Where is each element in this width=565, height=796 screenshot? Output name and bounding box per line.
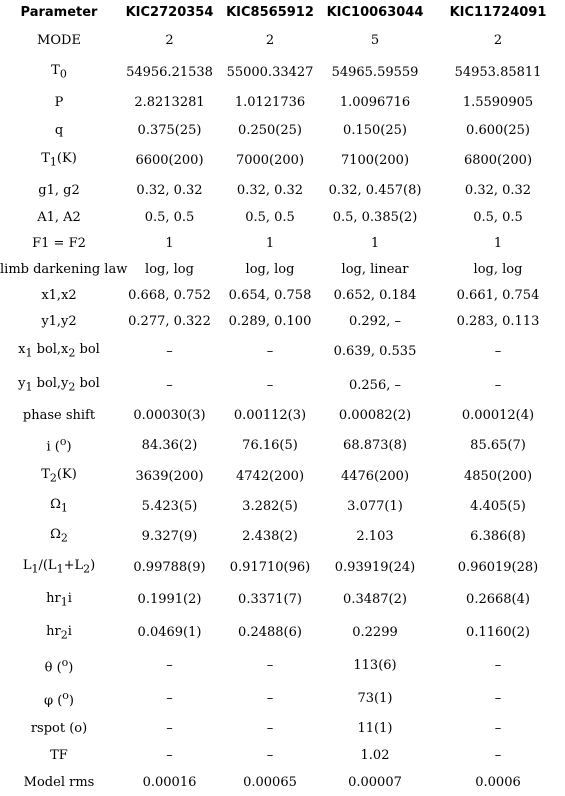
value-cell: 0.639, 0.535 — [333, 343, 417, 359]
value-cell: 3.282(5) — [242, 498, 298, 514]
value-cell: 0.00065 — [243, 775, 297, 790]
value-cell: 4476(200) — [340, 468, 410, 484]
value-cell: 0.32, 0.457(8) — [328, 182, 422, 198]
table-row — [0, 334, 565, 368]
value-cell: 0.256, – — [349, 377, 401, 393]
table-row — [0, 24, 565, 56]
value-cell: 0.5, 0.385(2) — [332, 209, 418, 225]
param-label: $T_0$ — [51, 63, 67, 81]
value-cell: 2.103 — [356, 528, 394, 544]
value-cell: 0.283, 0.113 — [456, 313, 540, 329]
value-cell: log, linear — [341, 261, 409, 277]
value-cell: 0.2668(4) — [466, 592, 530, 607]
param-label: y1,y2 — [41, 313, 77, 329]
value-cell: 2 — [265, 32, 275, 48]
value-cell: – — [494, 658, 502, 673]
value-cell: 0.150(25) — [343, 123, 407, 138]
value-cell: log, log — [473, 261, 523, 277]
value-cell: 0.2488(6) — [238, 625, 302, 640]
value-cell: 0.00016 — [142, 775, 197, 790]
param-label: q — [54, 123, 64, 138]
param-label: $\Omega_1$ — [50, 497, 68, 515]
value-cell: 11(1) — [357, 721, 393, 736]
value-cell: – — [166, 721, 173, 736]
value-cell: – — [494, 691, 502, 706]
value-cell: 0.32, 0.32 — [136, 182, 203, 198]
table-row — [0, 117, 565, 144]
value-cell: 7000(200) — [235, 152, 305, 168]
value-cell: 68.873(8) — [343, 437, 407, 453]
param-label: $x_1$ $bol,x_2$ bol — [18, 342, 100, 360]
value-cell: 0.654, 0.758 — [228, 287, 312, 303]
param-label: $hr_2i$ — [46, 623, 72, 642]
value-cell: 7100(200) — [340, 152, 410, 168]
value-cell: 0.3487(2) — [343, 592, 407, 607]
value-cell: 1 — [165, 235, 174, 251]
value-cell: 0.32, 0.32 — [464, 182, 532, 198]
value-cell: 84.36(2) — [141, 437, 198, 453]
value-cell: 0.668, 0.752 — [128, 287, 211, 303]
value-cell: – — [266, 658, 274, 673]
value-cell: 0.292, – — [349, 313, 401, 329]
table-row — [0, 521, 565, 551]
table-row — [0, 204, 565, 230]
value-cell: 0.0006 — [475, 775, 521, 790]
value-cell: 55000.33427 — [226, 64, 314, 80]
table-row — [0, 551, 565, 583]
value-cell: 0.5, 0.5 — [473, 209, 523, 225]
param-label: g1, g2 — [38, 182, 80, 198]
value-cell: 2.438(2) — [242, 528, 298, 544]
value-cell: 2 — [493, 32, 503, 48]
value-cell: 0.91710(96) — [229, 559, 311, 575]
header-kic2720354: KIC2720354 — [125, 4, 214, 20]
param-label: $hr_1i$ — [46, 590, 72, 609]
header-row — [0, 0, 565, 24]
value-cell: 0.00082(2) — [338, 408, 412, 423]
value-cell: 76.16(5) — [242, 437, 298, 453]
value-cell: – — [266, 691, 274, 706]
param-label: x1,x2 — [41, 287, 77, 303]
table-row — [0, 616, 565, 649]
param-label: A1, A2 — [37, 209, 81, 225]
table-row — [0, 583, 565, 616]
value-cell: 5.423(5) — [141, 498, 198, 514]
value-cell: – — [494, 343, 502, 359]
table-row — [0, 144, 565, 176]
value-cell: 0.250(25) — [238, 123, 302, 138]
value-cell: – — [166, 691, 173, 706]
value-cell: 4850(200) — [463, 468, 533, 484]
value-cell: log, log — [145, 261, 194, 277]
value-cell: 0.5, 0.5 — [144, 209, 195, 225]
value-cell: 0.32, 0.32 — [236, 182, 304, 198]
value-cell: – — [266, 721, 274, 736]
table-row — [0, 176, 565, 204]
table-row — [0, 649, 565, 682]
value-cell: 54965.59559 — [331, 64, 419, 80]
value-cell: 2.8213281 — [134, 95, 205, 110]
value-cell: 0.00030(3) — [133, 408, 206, 423]
header-kic10063044: KIC10063044 — [326, 4, 424, 20]
param-label: limb darkening law — [0, 261, 128, 277]
param-label: MODE — [37, 32, 81, 48]
value-cell: 1 — [493, 235, 503, 251]
value-cell: – — [494, 748, 502, 763]
value-cell: 0.1160(2) — [466, 625, 530, 640]
param-label: rspot (o) — [30, 721, 88, 736]
value-cell: 54956.21538 — [126, 64, 213, 80]
value-cell: – — [494, 721, 502, 736]
value-cell: 0.00012(4) — [461, 408, 535, 423]
table-row — [0, 429, 565, 461]
table-row — [0, 491, 565, 521]
value-cell: 5 — [370, 32, 380, 48]
header-kic11724091: KIC11724091 — [449, 4, 547, 20]
value-cell: 0.00007 — [348, 775, 402, 790]
value-cell: 4.405(5) — [470, 498, 526, 514]
value-cell: 1 — [265, 235, 275, 251]
value-cell: 54953.85811 — [454, 64, 542, 80]
value-cell: – — [494, 377, 502, 393]
value-cell: – — [166, 377, 173, 393]
table-row — [0, 742, 565, 769]
table-row — [0, 769, 565, 796]
param-label: $T_2(K)$ — [41, 467, 77, 485]
table-row — [0, 88, 565, 117]
value-cell: 0.277, 0.322 — [128, 313, 211, 329]
value-cell: – — [166, 748, 173, 763]
param-label: P — [54, 95, 64, 110]
value-cell: 0.96019(28) — [457, 559, 539, 575]
value-cell: 0.99788(9) — [133, 559, 206, 575]
param-label: $\Omega_2$ — [50, 527, 68, 545]
param-label: $L_1/(L_1+L_2)$ — [22, 558, 96, 576]
value-cell: – — [166, 343, 173, 359]
value-cell: 4742(200) — [235, 468, 305, 484]
value-cell: 0.00112(3) — [233, 408, 307, 423]
table-row — [0, 230, 565, 256]
value-cell: 0.289, 0.100 — [228, 313, 312, 329]
param-label: phase shift — [22, 408, 96, 423]
value-cell: 73(1) — [357, 691, 393, 706]
value-cell: 0.2299 — [352, 625, 398, 640]
value-cell: – — [266, 748, 274, 763]
param-label: TF — [50, 748, 68, 763]
param-label: θ ($^o$) — [44, 655, 74, 676]
table-row — [0, 461, 565, 491]
value-cell: – — [266, 343, 274, 359]
value-cell: 6.386(8) — [470, 528, 526, 544]
value-cell: 0.3371(7) — [238, 592, 302, 607]
header-parameter: Parameter — [20, 4, 98, 20]
value-cell: 85.65(7) — [470, 437, 526, 453]
param-label: i ($^o$) — [46, 435, 72, 455]
value-cell: 0.5, 0.5 — [245, 209, 295, 225]
value-cell: 0.652, 0.184 — [333, 287, 417, 303]
table-row — [0, 402, 565, 429]
param-label: $T_1(K)$ — [41, 151, 77, 169]
table-row — [0, 256, 565, 282]
value-cell: 2 — [165, 32, 174, 48]
value-cell: 3639(200) — [135, 468, 204, 484]
value-cell: 1.0096716 — [339, 95, 411, 110]
value-cell: 0.1991(2) — [137, 592, 202, 607]
table-row — [0, 368, 565, 402]
table-row — [0, 715, 565, 742]
value-cell: 0.600(25) — [466, 123, 530, 138]
value-cell: 0.93919(24) — [334, 559, 416, 575]
value-cell: 3.077(1) — [347, 498, 403, 514]
value-cell: 6600(200) — [135, 152, 204, 168]
value-cell: 6800(200) — [463, 152, 533, 168]
table-row — [0, 56, 565, 88]
param-label: $y_1$ $bol,y_2$ bol — [18, 376, 100, 394]
param-label: φ ($^o$) — [43, 688, 74, 709]
value-cell: 0.375(25) — [137, 123, 202, 138]
table-row — [0, 282, 565, 308]
value-cell: 113(6) — [353, 658, 397, 673]
value-cell: 1 — [370, 235, 380, 251]
value-cell: 0.661, 0.754 — [456, 287, 540, 303]
value-cell: – — [166, 658, 173, 673]
value-cell: – — [266, 377, 274, 393]
value-cell: 1.0121736 — [234, 95, 306, 110]
value-cell: 0.0469(1) — [137, 625, 202, 640]
param-label: F1 = F2 — [32, 235, 86, 251]
value-cell: 9.327(9) — [141, 528, 198, 544]
param-label: Model rms — [23, 775, 95, 790]
header-kic8565912: KIC8565912 — [226, 4, 314, 20]
table-row — [0, 682, 565, 715]
value-cell: 1.02 — [360, 748, 390, 763]
value-cell: 1.5590905 — [462, 95, 534, 110]
value-cell: log, log — [245, 261, 295, 277]
table-row — [0, 308, 565, 334]
